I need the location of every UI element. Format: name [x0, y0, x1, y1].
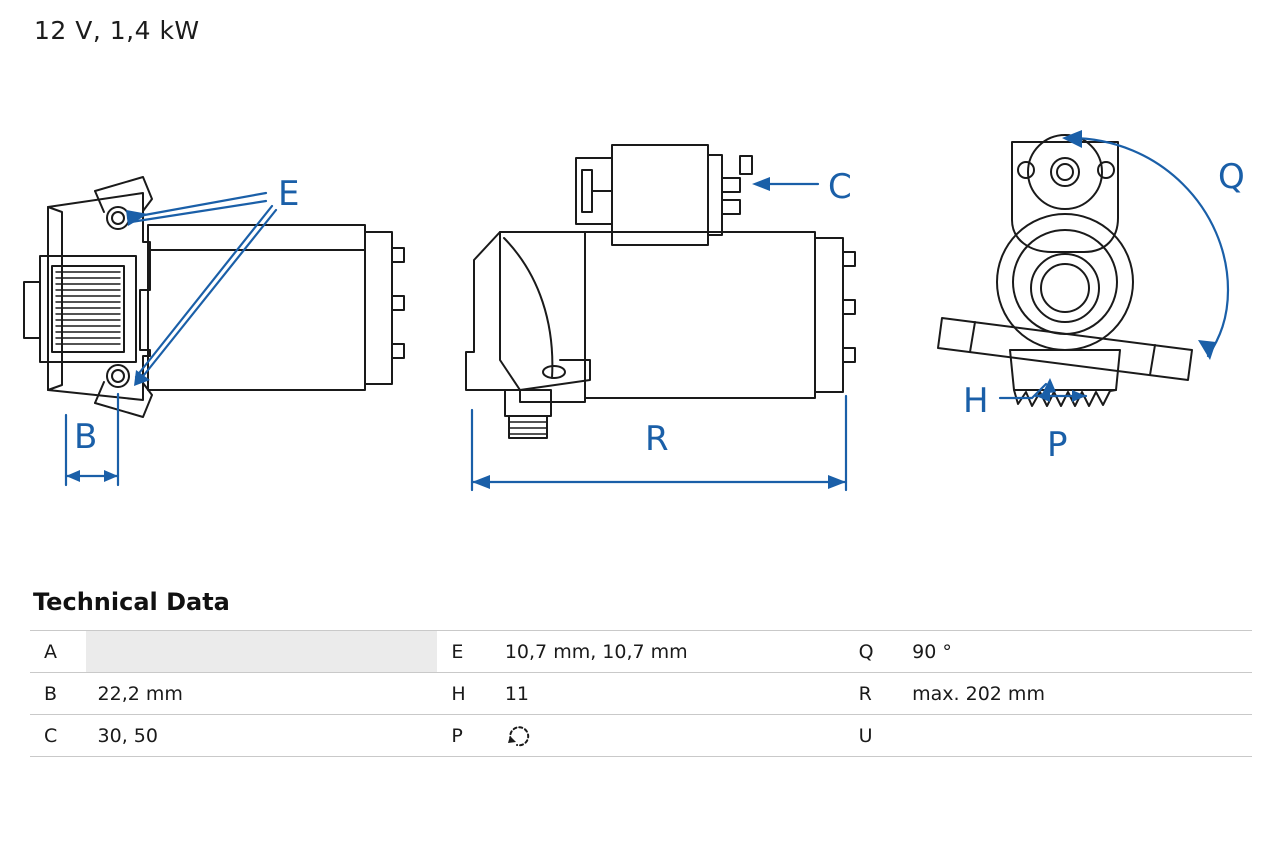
left-view: [24, 177, 404, 417]
label-leader-C: [752, 177, 818, 191]
page-title: 12 V, 1,4 kW: [34, 16, 200, 45]
label-E: E: [278, 174, 300, 214]
technical-drawing: [0, 60, 1280, 540]
table-row: [30, 673, 1252, 715]
right-view: [938, 135, 1192, 406]
row-key-b: B: [30, 673, 86, 715]
rotation-icon: [505, 722, 533, 750]
row-value-u: [900, 715, 1252, 757]
label-C: C: [828, 167, 852, 207]
row-key-a: A: [30, 631, 86, 673]
row-value-b: 22,2 mm: [86, 673, 438, 715]
label-Q: Q: [1218, 157, 1245, 197]
label-R: R: [645, 419, 669, 459]
technical-data-table: [30, 630, 1252, 757]
dimension-Q: [1062, 130, 1228, 360]
label-B: B: [74, 417, 98, 457]
row-key-r: R: [845, 673, 901, 715]
row-key-u: U: [845, 715, 901, 757]
row-key-c: C: [30, 715, 86, 757]
row-value-e: 10,7 mm, 10,7 mm: [493, 631, 845, 673]
row-value-q: 90 °: [900, 631, 1252, 673]
row-key-h: H: [437, 673, 493, 715]
technical-data-heading: Technical Data: [33, 588, 230, 616]
row-value-a: [86, 631, 438, 673]
row-key-q: Q: [845, 631, 901, 673]
row-value-c: 30, 50: [86, 715, 438, 757]
label-P: P: [1047, 425, 1068, 465]
middle-view: [466, 145, 855, 438]
label-H: H: [963, 381, 989, 421]
table-row: [30, 715, 1252, 757]
row-value-p: [493, 715, 845, 757]
row-key-p: P: [437, 715, 493, 757]
row-value-r: max. 202 mm: [900, 673, 1252, 715]
row-key-e: E: [437, 631, 493, 673]
table-row: [30, 631, 1252, 673]
row-value-h: 11: [493, 673, 845, 715]
